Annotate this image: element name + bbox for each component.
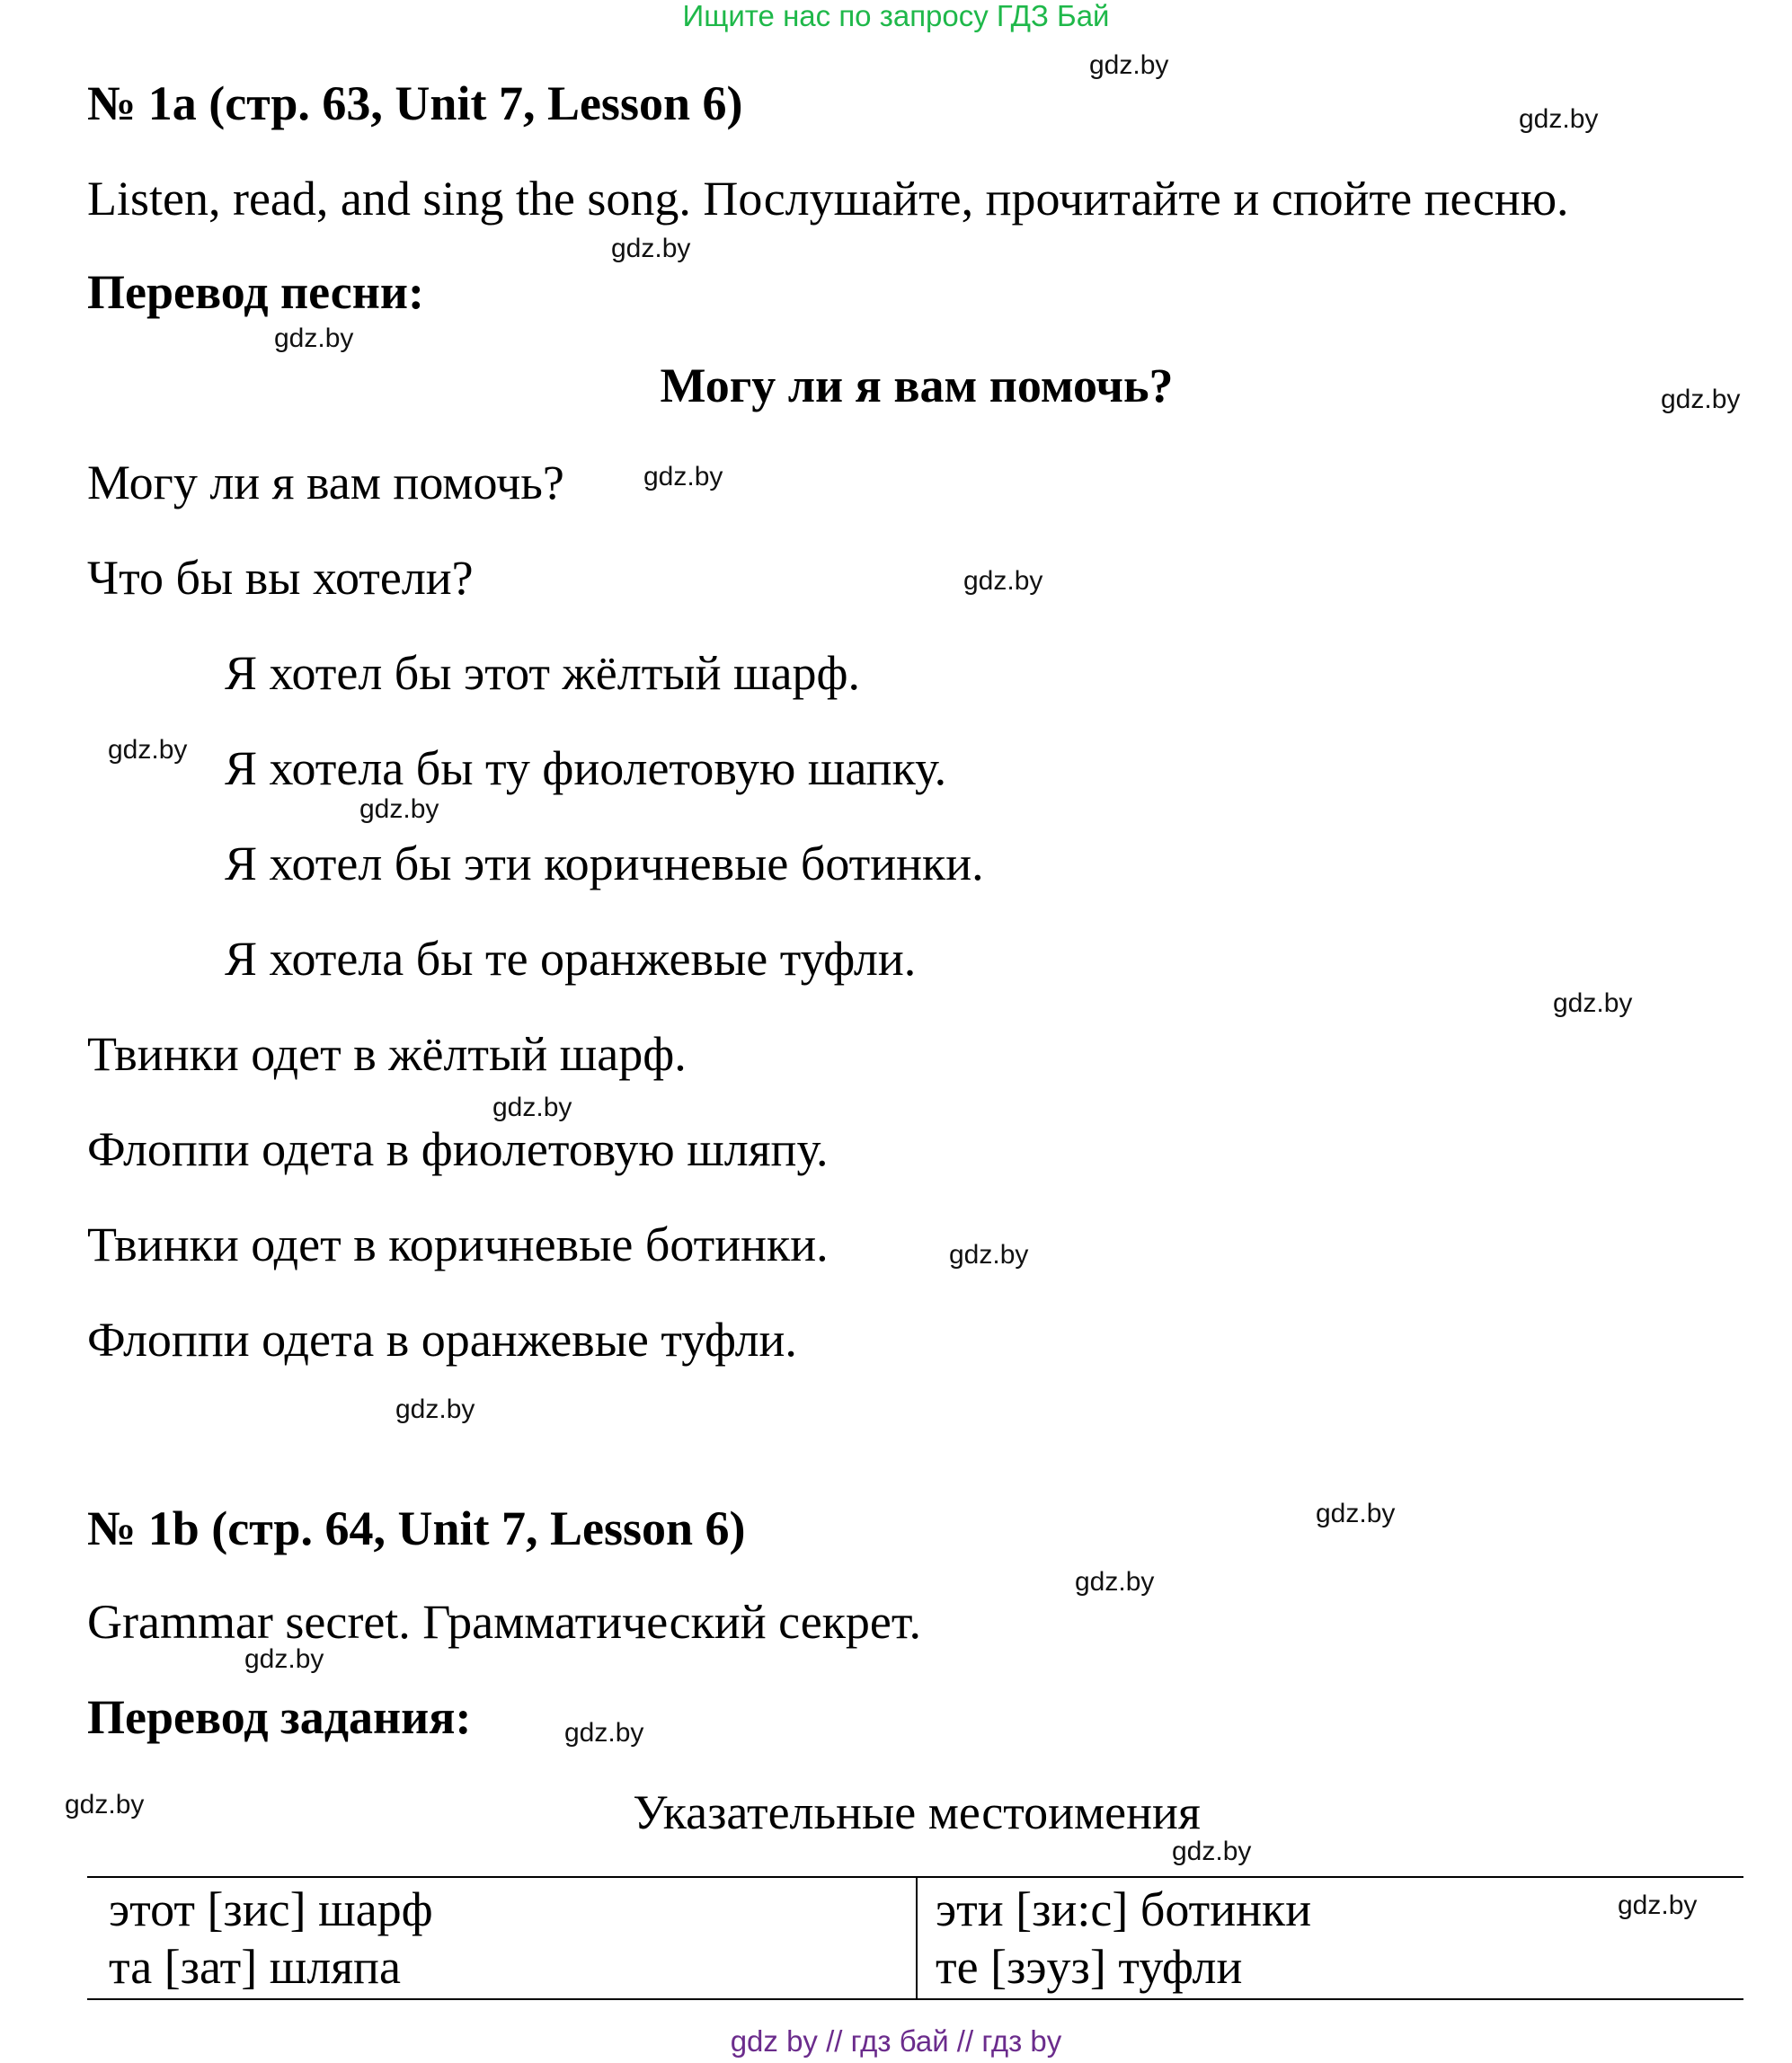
song-line: Я хотел бы эти коричневые ботинки. [225,837,984,890]
table-cell: эти [зи:с] ботинки [936,1882,1312,1936]
song-translation-label: Перевод песни: [87,265,424,319]
song-line: Флоппи одета в фиолетовую шляпу. [87,1122,829,1176]
watermark: gdz.by [949,1240,1029,1270]
song-line: Я хотел бы этот жёлтый шарф. [225,646,861,700]
top-banner[interactable]: Ищите нас по запросу ГДЗ Бай [682,0,1110,32]
song-title: Могу ли я вам помочь? [660,359,1174,412]
song-line: Твинки одет в коричневые ботинки. [87,1217,829,1271]
table-column-divider [916,1878,918,1998]
watermark: gdz.by [359,794,439,824]
watermark: gdz.by [1172,1837,1252,1866]
song-line: Твинки одет в жёлтый шарф. [87,1027,687,1081]
watermark: gdz.by [1316,1499,1396,1528]
table-cell: та [зат] шляпа [109,1940,401,1994]
watermark: gdz.by [492,1093,572,1122]
task-translation-label: Перевод задания: [87,1690,472,1744]
song-line: Флоппи одета в оранжевые туфли. [87,1313,797,1367]
task-1a-instruction: Listen, read, and sing the song. Послушайте, прочитайте и спойте песню. [87,172,1569,226]
table-cell: этот [зис] шарф [109,1882,433,1936]
song-line: Я хотела бы ту фиолетовую шапку. [225,741,947,795]
watermark: gdz.by [65,1790,145,1820]
watermark: gdz.by [395,1395,475,1424]
task-1b-heading: № 1b (стр. 64, Unit 7, Lesson 6) [87,1501,746,1555]
task-1a-heading: № 1a (стр. 63, Unit 7, Lesson 6) [87,76,743,130]
footer-watermark: gdz by // гдз бай // гдз by [730,2024,1062,2058]
table-title: Указательные местоимения [633,1785,1201,1839]
watermark: gdz.by [1618,1890,1698,1920]
watermark: gdz.by [1661,385,1741,414]
song-line: Что бы вы хотели? [87,551,474,605]
watermark: gdz.by [643,462,723,491]
watermark: gdz.by [611,234,691,263]
watermark: gdz.by [244,1644,324,1674]
watermark: gdz.by [1519,104,1599,134]
watermark: gdz.by [1089,50,1169,80]
watermark: gdz.by [1553,988,1633,1018]
watermark: gdz.by [564,1718,644,1748]
song-line: Могу ли я вам помочь? [87,456,564,509]
table-cell: те [зэуз] туфли [936,1940,1243,1994]
watermark: gdz.by [274,323,354,353]
task-1b-instruction: Grammar secret. Грамматический секрет. [87,1595,921,1649]
watermark: gdz.by [963,566,1043,596]
song-line: Я хотела бы те оранжевые туфли. [225,932,917,986]
watermark: gdz.by [108,735,188,765]
watermark: gdz.by [1075,1567,1155,1597]
pronouns-table [87,1876,1743,2000]
